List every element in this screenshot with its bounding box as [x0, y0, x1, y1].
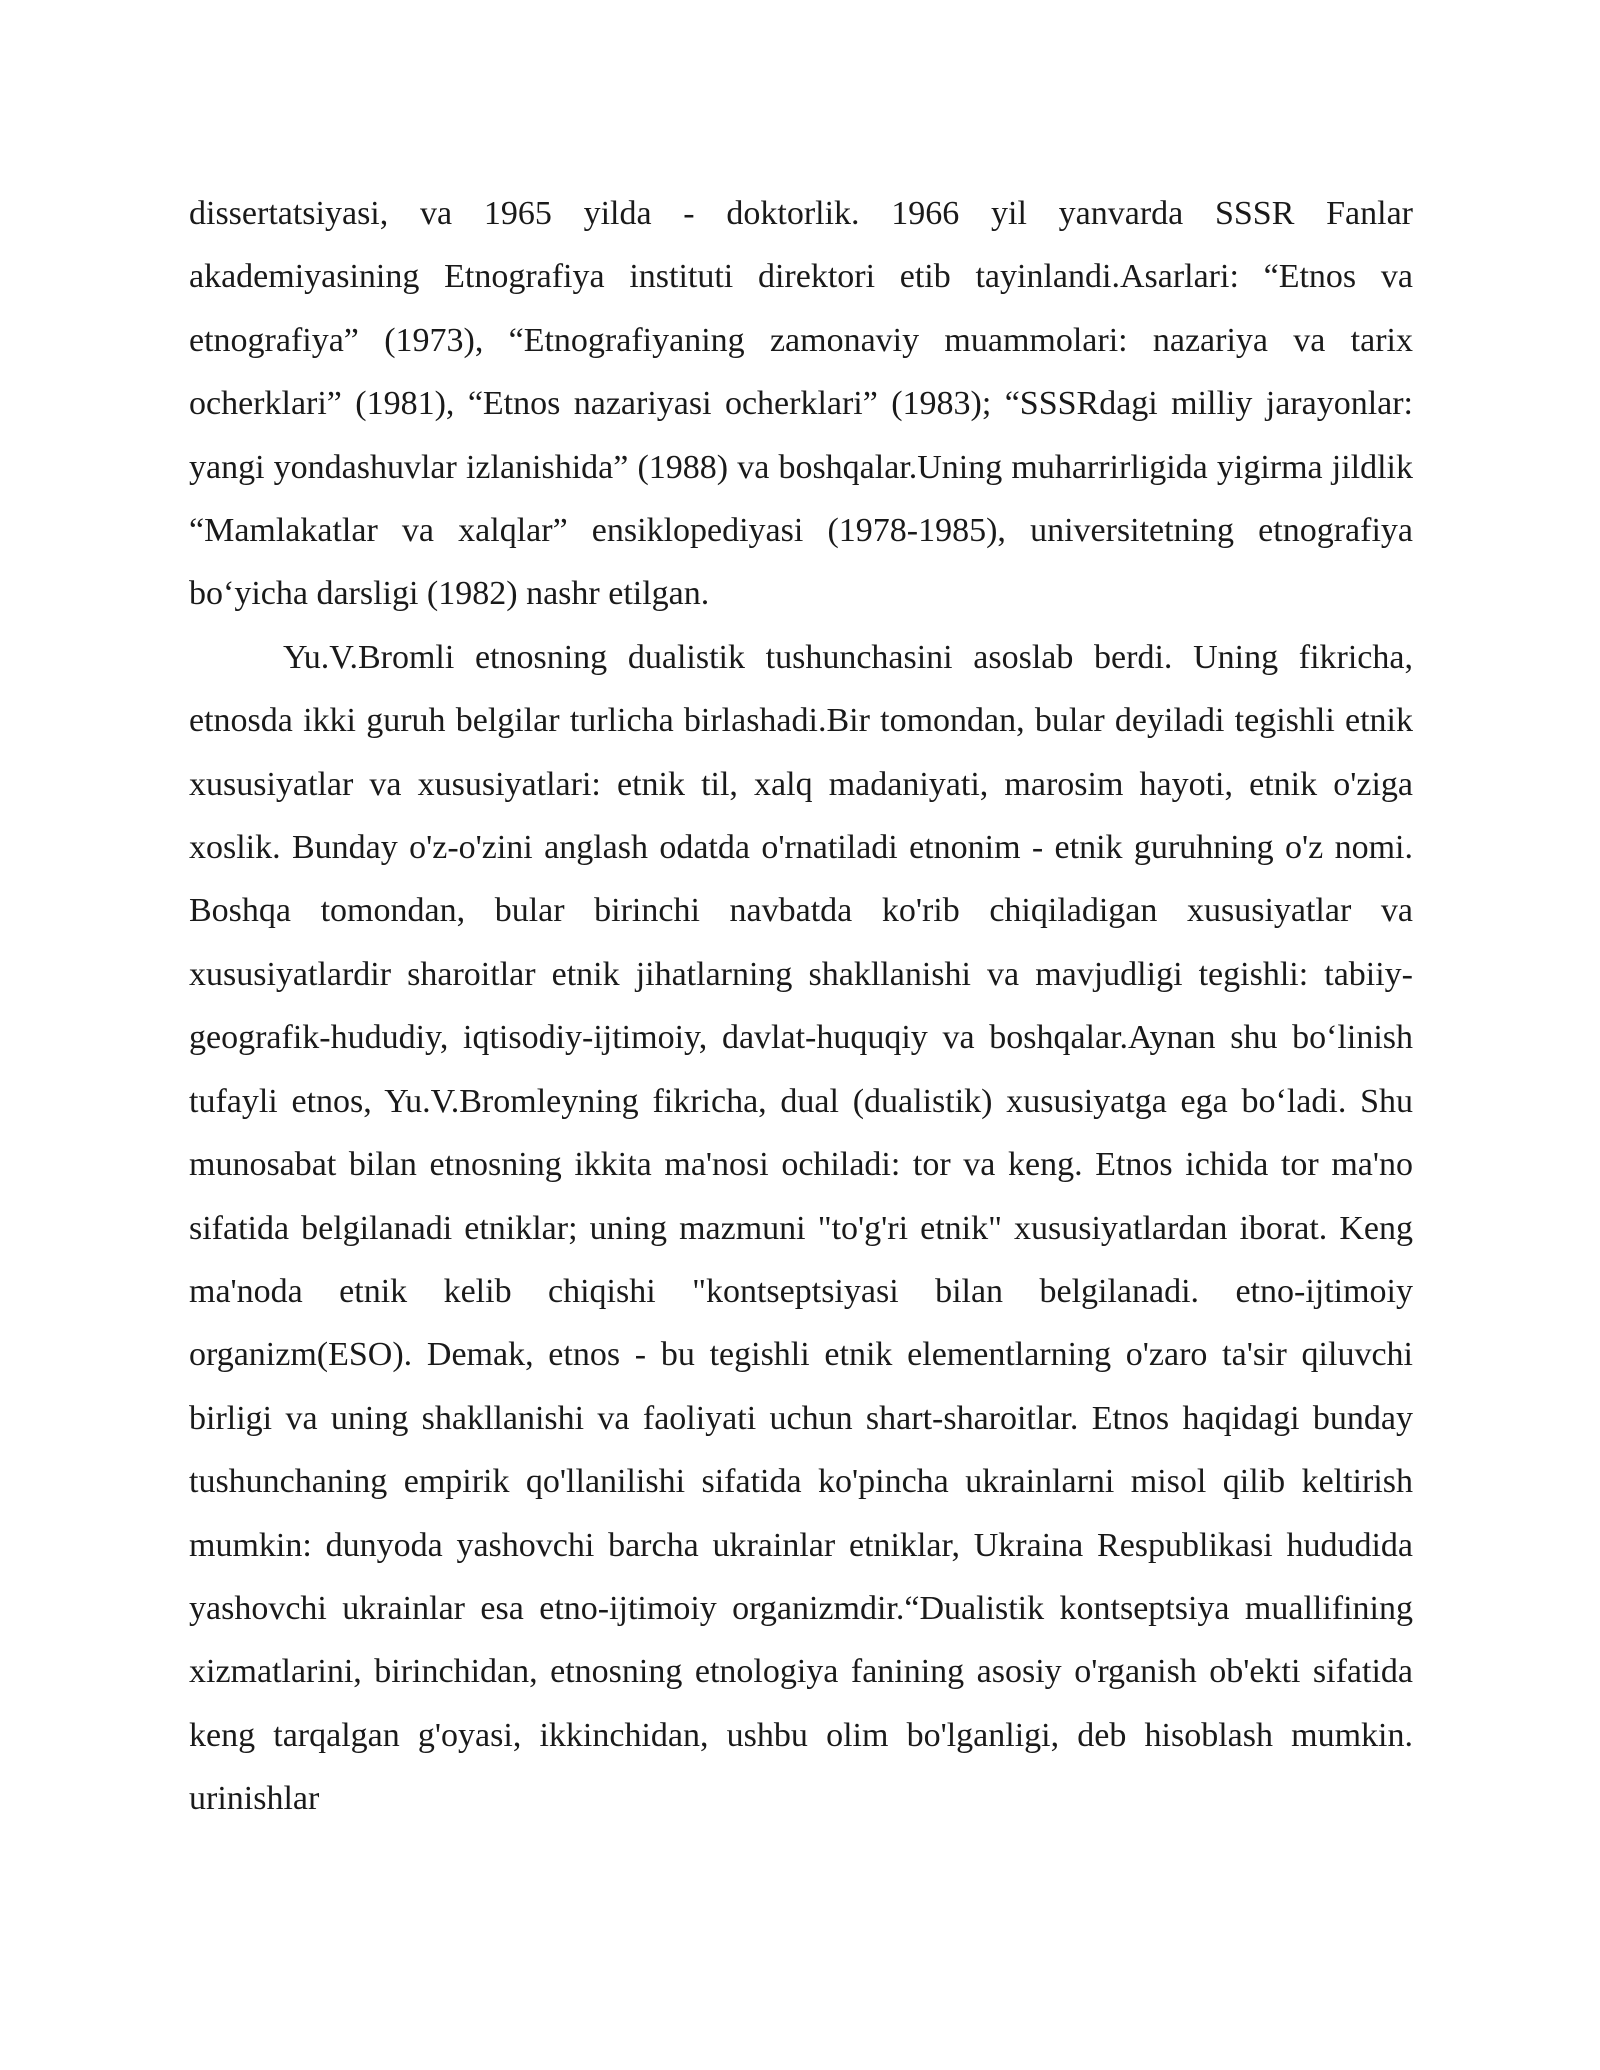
paragraph-continuation: dissertatsiyasi, va 1965 yilda - doktorlik. 1966 yil yanvarda SSSR Fanlar akademiyasining Etnografiya instituti direktori etib tayinlandi.Asarlari: “Etnos va etnografiya” (1973), “Etnografiyaning zamonaviy muammolari: nazariya va tarix ocherklari” (1981), “Etnos nazariyasi ocherklari” (1983); “SSSRdagi milliy jarayonlar: yangi yondashuvlar izlanishida” (1988) va boshqalar.Uning muharrirligida yigirma jildlik “Mamlakatlar va xalqlar” ensiklopediyasi (1978-1985), universitetning etnografiya bo‘yicha darsligi (1982) nashr etilgan.: [189, 195, 1413, 613]
document-body: [189, 182, 1413, 1831]
paragraph-dualistic-concept: Yu.V.Bromli etnosning dualistik tushunchasini asoslab berdi. Uning fikricha, etnosda ikki guruh belgilar turlicha birlashadi.Bir tomondan, bular deyiladi tegishli etnik xususiyatlar va xususiyatlari: etnik til, xalq madaniyati, marosim hayoti, etnik o'ziga xoslik. Bunday o'z-o'zini anglash odatda o'rnatiladi etnonim - etnik guruhning o'z nomi. Boshqa tomondan, bular birinchi navbatda ko'rib chiqiladigan xususiyatlar va xususiyatlardir sharoitlar etnik jihatlarning shakllanishi va mavjudligi tegishli: tabiiy-geografik-hududiy, iqtisodiy-ijtimoiy, davlat-huquqiy va boshqalar.Aynan shu bo‘linish tufayli etnos, Yu.V.Bromleyning fikricha, dual (dualistik) xususiyatga ega bo‘ladi. Shu munosabat bilan etnosning ikkita ma'nosi ochiladi: tor va keng. Etnos ichida tor ma'no sifatida belgilanadi etniklar; uning mazmuni "to'g'ri etnik" xususiyatlardan iborat. Keng ma'noda etnik kelib chiqishi "kontseptsiyasi bilan belgilanadi. etno-ijtimoiy organizm(ESO). Demak, etnos - bu tegishli etnik elementlarning o'zaro ta'sir qiluvchi birligi va uning shakllanishi va faoliyati uchun shart-sharoitlar. Etnos haqidagi bunday tushunchaning empirik qo'llanilishi sifatida ko'pincha ukrainlarni misol qilib keltirish mumkin: dunyoda yashovchi barcha ukrainlar etniklar, Ukraina Respublikasi hududida yashovchi ukrainlar esa etno-ijtimoiy organizmdir.“Dualistik kontseptsiya muallifining xizmatlarini, birinchidan, etnosning etnologiya fanining asosiy o'rganish ob'ekti sifatida keng tarqalgan g'oyasi, ikkinchidan, ushbu olim bo'lganligi, deb hisoblash mumkin. urinishlar: [189, 638, 1413, 1818]
